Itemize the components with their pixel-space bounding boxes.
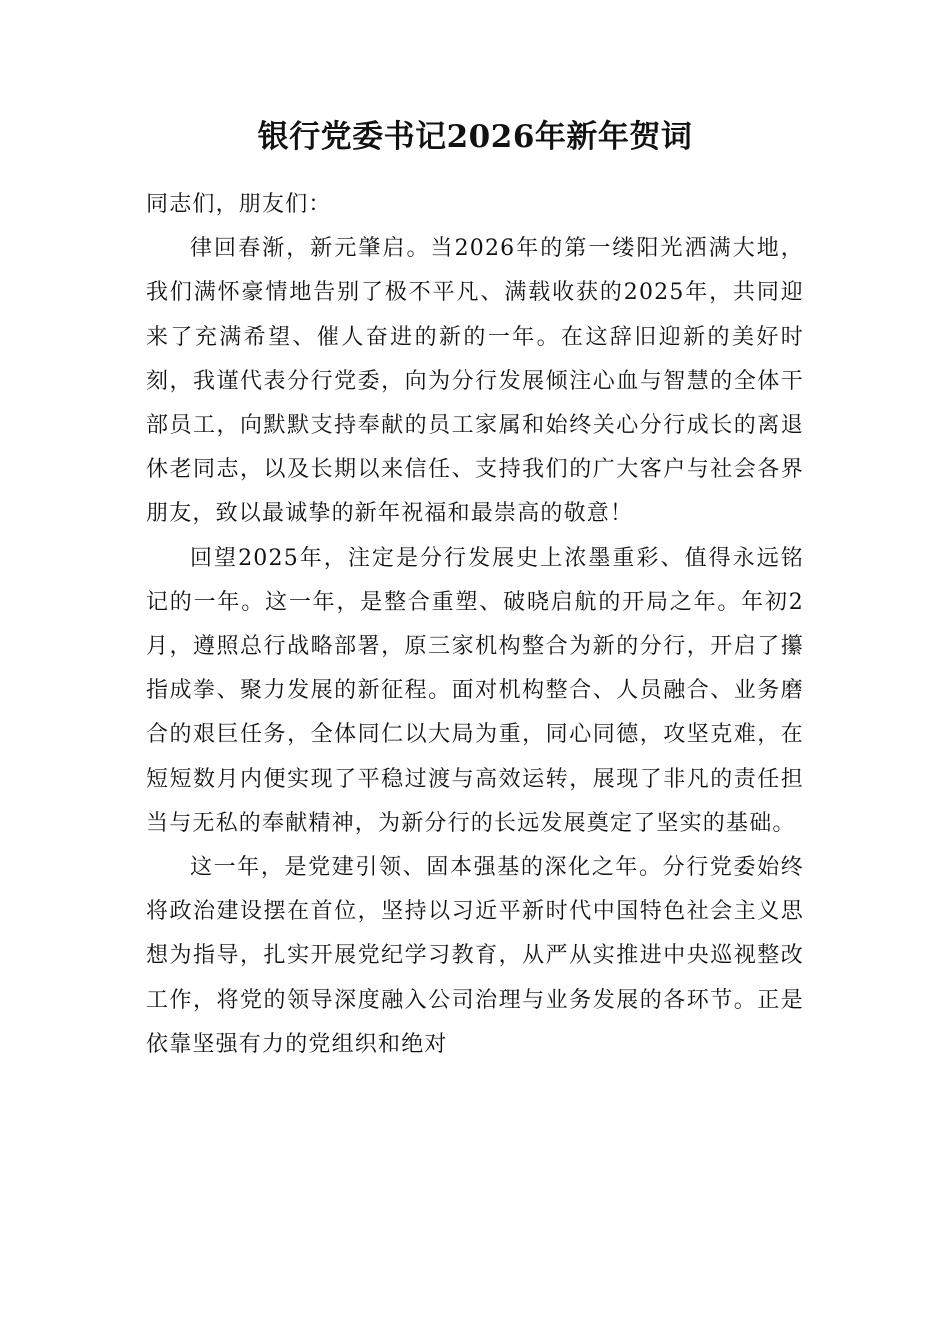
paragraph-3: 这一年，是党建引领、固本强基的深化之年。分行党委始终将政治建设摆在首位，坚持以习近平新时代中国特色社会主义思想为指导，扎实开展党纪学习教育，从严从实推进中央巡视整改工作，将党的领导深度融入公司治理与业务发展的各环节。正是依靠坚强有力的党组织和绝对: [146, 855, 804, 1057]
document-body: [146, 183, 804, 1067]
document-title: 银行党委书记2026年新年贺词: [257, 119, 693, 155]
paragraph-2: 回望2025年，注定是分行发展史上浓墨重彩、值得永远铭记的一年。这一年，是整合重塑、破晓启航的开局之年。年初2月，遵照总行战略部署，原三家机构整合为新的分行，开启了攥指成拳、聚力发展的新征程。面对机构整合、人员融合、业务磨合的艰巨任务，全体同仁以大局为重，同心同德，攻坚克难，在短短数月内便实现了平稳过渡与高效运转，展现了非凡的责任担当与无私的奉献精神，为新分行的长远发展奠定了坚实的基础。: [146, 545, 804, 836]
salutation: 同志们，朋友们：: [146, 192, 332, 217]
paragraph-1: 律回春渐，新元肇启。当2026年的第一缕阳光洒满大地，我们满怀豪情地告别了极不平凡、满载收获的2025年，共同迎来了充满希望、催人奋进的新的一年。在这辞旧迎新的美好时刻，我谨代表分行党委，向为分行发展倾注心血与智慧的全体干部员工，向默默支持奉献的员工家属和始终关心分行成长的离退休老同志，以及长期以来信任、支持我们的广大客户与社会各界朋友，致以最诚挚的新年祝福和最崇高的敬意！: [146, 236, 804, 527]
